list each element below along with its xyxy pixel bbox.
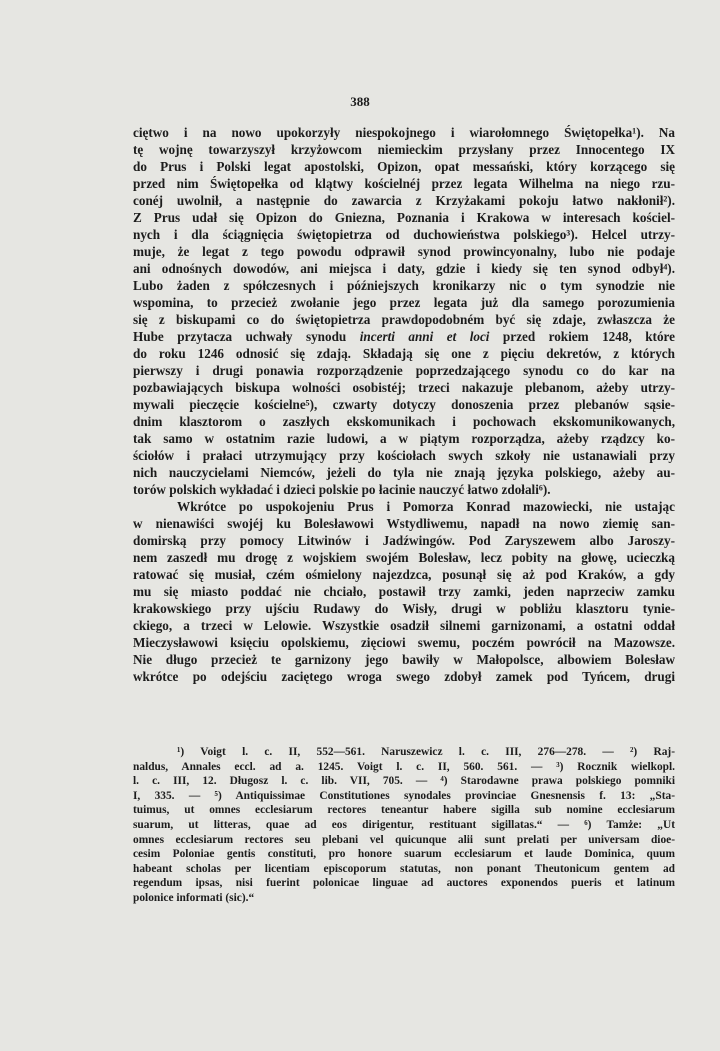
footnote-line: naldus, Annales eccl. ad a. 1245. Voigt l. c. II, 560. 561. — ³) Rocznik wielkopl. [133, 760, 675, 773]
footnote-line: I, 335. — ⁵) Antiquissimae Constitutiones synodales provinciae Gnesnensis f. 13: „Sta- [133, 789, 675, 802]
text-line: Mieczysławowi księciu opolskiemu, zięciowi swemu, poczém powrócił na Mazowsze. [133, 635, 675, 650]
text-line: nych i dla ściągnięcia świętopietrza od duchowieństwa polskiego³). Helcel utrzy- [133, 227, 675, 242]
text-line: ckiego, a trzeci w Lelowie. Wszystkie osadził silnemi garnizonami, a ostatni oddał [133, 618, 675, 633]
footnote-line: omnes ecclesiarum rectores seu plebani vel quicunque alii sunt prelati per universam dioe- [133, 833, 675, 846]
footnote-line: ¹) Voigt l. c. II, 552—561. Naruszewicz l. c. III, 276—278. — ²) Raj- [177, 746, 675, 758]
footnote-line: habeant scholas per licentiam episcoporum statutas, non ponant Theutonicum gentem ad [133, 862, 675, 875]
text-line: Lubo żaden z spółczesnych i późniejszych kronikarzy nic o tym synodzie nie [133, 278, 675, 293]
text-line: przed nim Świętopełka od klątwy kościelnéj przez legata Wilhelma na niego rzu- [133, 176, 675, 191]
footnote-line: regendum ipsas, nisi fuerint polonicae linguae ad auctores exponendos pueris et latinum [133, 877, 675, 890]
text-line: mywali pieczęcie kościelne⁵), czwarty dotyczy donoszenia przez plebanów sąsie- [133, 397, 675, 412]
text-line: conéj uwolnił, a następnie do zawarcia z Krzyżakami pokoju łatwo nakłonił²). [133, 193, 675, 208]
text-line: domirską przy pomocy Litwinów i Jadźwingów. Pod Zaryszewem albo Jaroszy- [133, 533, 675, 548]
text-line: wspomina, to przecież zwołanie jego przez legata już dla samego porozumienia [133, 295, 675, 310]
text-line: tak samo w ostatnim razie ludowi, a w piątym rozporządza, ażeby rządzcy ko- [133, 431, 675, 446]
paragraph-2 [133, 498, 675, 685]
text-line: krakowskiego przy ujściu Rudawy do Wisły, drugi w pobliżu klasztoru tynie- [133, 601, 675, 616]
text-line: ciętwo i na nowo upokorzyły niespokojnego i wiarołomnego Świętopełka¹). Na [133, 125, 675, 140]
text-line: ściołów i prałaci utrzymujący przy kościołach swych szkoły nie ustanawiali przy [133, 448, 675, 463]
text-line: Nie długo przecież te garnizony jego bawiły w Małopolsce, albowiem Bolesław [133, 652, 675, 667]
text-line: Wkrótce po uspokojeniu Prus i Pomorza Konrad mazowiecki, nie ustając [177, 499, 675, 514]
text-line: tę wojnę towarzyszył krzyżowcom niemieckim przysłany przez Innocentego IX [133, 142, 675, 157]
text-line: wkrótce po odejściu zaciętego wroga swego zdobył zamek pod Tyńcem, drugi [133, 669, 675, 684]
text-line-italic: Hube przytacza uchwały synodu incerti anni et loci przed rokiem 1248, które [133, 329, 676, 344]
italic-phrase: incerti anni et loci [359, 329, 490, 344]
text-line: torów polskich wykładać i dzieci polskie po łacinie nauczyć łatwo zdołali⁶). [133, 482, 551, 497]
text-line: w nienawiści swojéj ku Bolesławowi Wstydliwemu, napadł na nowo ziemię san- [133, 516, 675, 531]
text-line: mu się miasto poddać nie chciało, postawił trzy zamki, jeden naprzeciw zamku [133, 584, 675, 599]
footnote-line: l. c. III, 12. Długosz l. c. lib. VII, 705. — ⁴) Starodawne prawa polskiego pomniki [133, 775, 675, 788]
footnote-line: polonice informati (sic).“ [133, 891, 255, 904]
text-line: ratować się musiał, czém ośmielony najezdzca, posunął się aż pod Kraków, a gdy [133, 567, 675, 582]
text-line: się z biskupami co do świętopietrza prawdopodobném być się zdaje, zwłaszcza że [133, 312, 675, 327]
main-text [133, 124, 675, 685]
footnote-line: suarum, ut litteras, quae ad eos dirigentur, restituant sigillatas.“ — ⁶) Tamże: „Ut [133, 818, 675, 831]
text-line: nich nauczycielami Niemców, jeżeli do tyla nie znają języka polskiego, ażeby au- [133, 465, 675, 480]
footnotes [133, 745, 675, 906]
text-line: ani odnośnych dowodów, ani miejsca i daty, gdzie i kiedy się ten synod odbył⁴). [133, 261, 675, 276]
paragraph-1 [133, 124, 675, 498]
text-line: Z Prus udał się Opizon do Gniezna, Poznania i Krakowa w interesach kościel- [133, 210, 675, 225]
text-line: pierwszy i drugi ponawia rozporządzenie poprzedzającego synodu co do kar na [133, 363, 675, 378]
text-line: do roku 1246 odnosić się zdają. Składają się one z pięciu dekretów, z których [133, 346, 675, 361]
text-line: nem zaszedł mu drogę z wojskiem swojém Bolesław, lecz pobity na głowę, ucieczką [133, 550, 675, 565]
text-line: do Prus i Polski legat apostolski, Opizon, opat messański, który korzącego się [133, 159, 675, 174]
footnote-line: cesim Poloniae gentis constituti, pro honore suarum ecclesiarum et laude Dominica, quum [133, 848, 675, 861]
text-line: dnim klasztorom o zaszłych ekskomunikach i pochowach ekskomunikowanych, [133, 414, 675, 429]
text-line: pozbawiających biskupa wolności osobistéj; trzeci nakazuje plebanom, ażeby utrzy- [133, 380, 675, 395]
footnote-line: tuimus, ut omnes ecclesiarum rectores teneantur habere sigilla sub nomine ecclesiarum [133, 804, 675, 817]
text-line: muje, że legat z tego powodu odprawił synod prowincyonalny, lubo nie podaje [133, 244, 675, 259]
page-number: 388 [350, 94, 370, 109]
